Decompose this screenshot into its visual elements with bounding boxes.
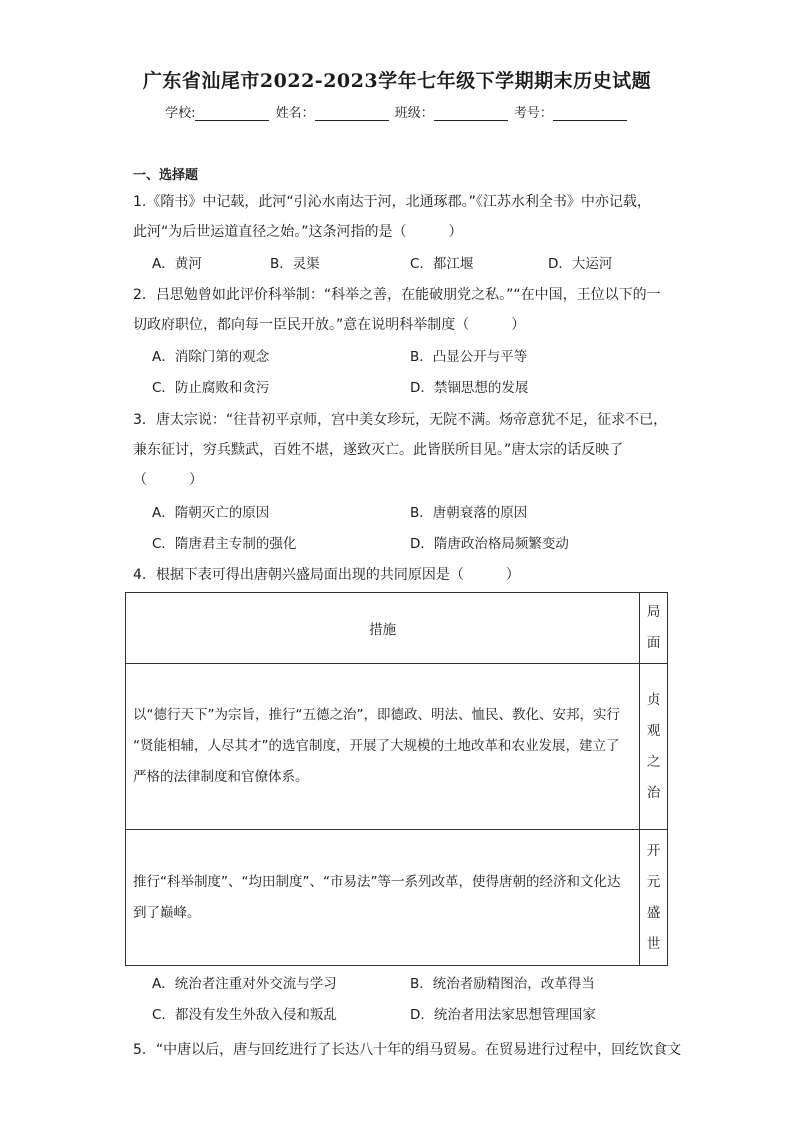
school-label: 学校:: [165, 106, 196, 121]
page-title: 广东省汕尾市2022-2023学年七年级下学期期末历史试题: [142, 70, 652, 92]
q2-option-b[interactable]: B．凸显公开与平等: [410, 349, 528, 365]
q3-option-d[interactable]: D．隋唐政治格局频繁变动: [410, 536, 569, 552]
number-blank[interactable]: [553, 106, 627, 121]
q1-line1: 1.《隋书》中记载，此河“引沁水南达于河，北通琢郡。”《江苏水利全书》中亦记载，: [133, 194, 651, 210]
q5-line1: 5．“中唐以后，唐与回纥进行了长达八十年的绢马贸易。在贸易进行过程中，回纥饮食文: [133, 1042, 682, 1058]
q1-option-d[interactable]: D．大运河: [548, 256, 613, 272]
header-situation: [640, 593, 668, 664]
name-label: 姓名：: [275, 106, 315, 121]
table-row: [126, 830, 668, 966]
row2-line: 推行“科举制度”、“均田制度”、“市易法”等一系列改革，使得唐朝的经济和文化达: [133, 873, 621, 890]
q4-option-b[interactable]: B．统治者励精图治，改革得当: [410, 976, 595, 992]
q2-option-c[interactable]: C．防止腐败和贪污: [152, 380, 270, 396]
row1-line: 以“德行天下”为宗旨，推行“五德之治”，即德政、明法、恤民、教化、安邦，实行: [133, 707, 620, 723]
row1-situation-char: 之: [646, 753, 661, 770]
q4-table: [125, 592, 668, 966]
row1-situation-char: 贞: [646, 691, 661, 708]
q1-option-c[interactable]: C．都江堰: [410, 256, 474, 272]
q4-option-d[interactable]: D．统治者用法家思想管理国家: [410, 1007, 596, 1023]
row1-situation-char: 治: [646, 784, 661, 801]
q4-line1: 4．根据下表可得出唐朝兴盛局面出现的共同原因是（ ）: [133, 567, 520, 583]
q4-option-c[interactable]: C．都没有发生外敌入侵和叛乱: [152, 1007, 337, 1023]
row2-measures: [126, 830, 640, 966]
header-situation-char: 面: [646, 635, 661, 651]
q3-option-a[interactable]: A．隋朝灭亡的原因: [152, 505, 270, 521]
number-label: 考号：: [513, 106, 553, 121]
header-measures: 措施: [126, 593, 640, 664]
section-heading: 一、选择题: [133, 168, 199, 183]
row2-situation-char: 世: [646, 935, 661, 952]
q2-option-a[interactable]: A．消除门第的观念: [152, 349, 270, 365]
student-info: [0, 102, 794, 121]
q1-option-a[interactable]: A．黄河: [152, 256, 202, 272]
row2-situation-char: 元: [646, 873, 661, 890]
row1-situation-char: 观: [646, 722, 661, 739]
q3-line2: 兼东征讨，穷兵黩武，百姓不堪，遂致灭亡。此皆朕所目见。”唐太宗的话反映了: [133, 442, 624, 458]
row1-situation: [640, 664, 668, 830]
row1-measures: [126, 664, 640, 830]
q3-option-b[interactable]: B．唐朝衰落的原因: [410, 505, 528, 521]
q3-line1: 3．唐太宗说：“往昔初平京师，宫中美女珍玩，无院不满。炀帝意犹不足，征求不已，: [133, 412, 668, 428]
q1-option-b[interactable]: B．灵渠: [270, 256, 320, 272]
q2-line1: 2．吕思勉曾如此评价科举制：“科举之善，在能破朋党之私。”“在中国，王位以下的一: [133, 287, 661, 303]
row2-situation: [640, 830, 668, 966]
row1-line: “贤能相辅，人尽其才”的选官制度，开展了大规模的土地改革和农业发展，建立了: [133, 738, 620, 754]
school-blank[interactable]: [195, 106, 269, 121]
q2-line2: 切政府职位，都向每一臣民开放。”意在说明科举制度（ ）: [133, 317, 526, 333]
class-label: 班级：: [394, 106, 434, 121]
q1-line2: 此河“为后世运道直径之始。”这条河指的是（ ）: [133, 224, 463, 240]
q4-option-a[interactable]: A．统治者注重对外交流与学习: [152, 976, 337, 992]
table-header-row: [126, 593, 668, 664]
row2-line: 到了巅峰。: [133, 904, 201, 921]
row2-situation-char: 开: [646, 842, 661, 859]
q3-line3: （ ）: [133, 472, 203, 488]
q2-option-d[interactable]: D．禁锢思想的发展: [410, 380, 529, 396]
name-blank[interactable]: [315, 106, 389, 121]
header-situation-char: 局: [646, 604, 661, 620]
row1-line: 严格的法律制度和官僚体系。: [133, 769, 309, 785]
class-blank[interactable]: [434, 106, 508, 121]
table-row: [126, 664, 668, 830]
row2-situation-char: 盛: [646, 904, 661, 921]
q3-option-c[interactable]: C．隋唐君主专制的强化: [152, 536, 297, 552]
